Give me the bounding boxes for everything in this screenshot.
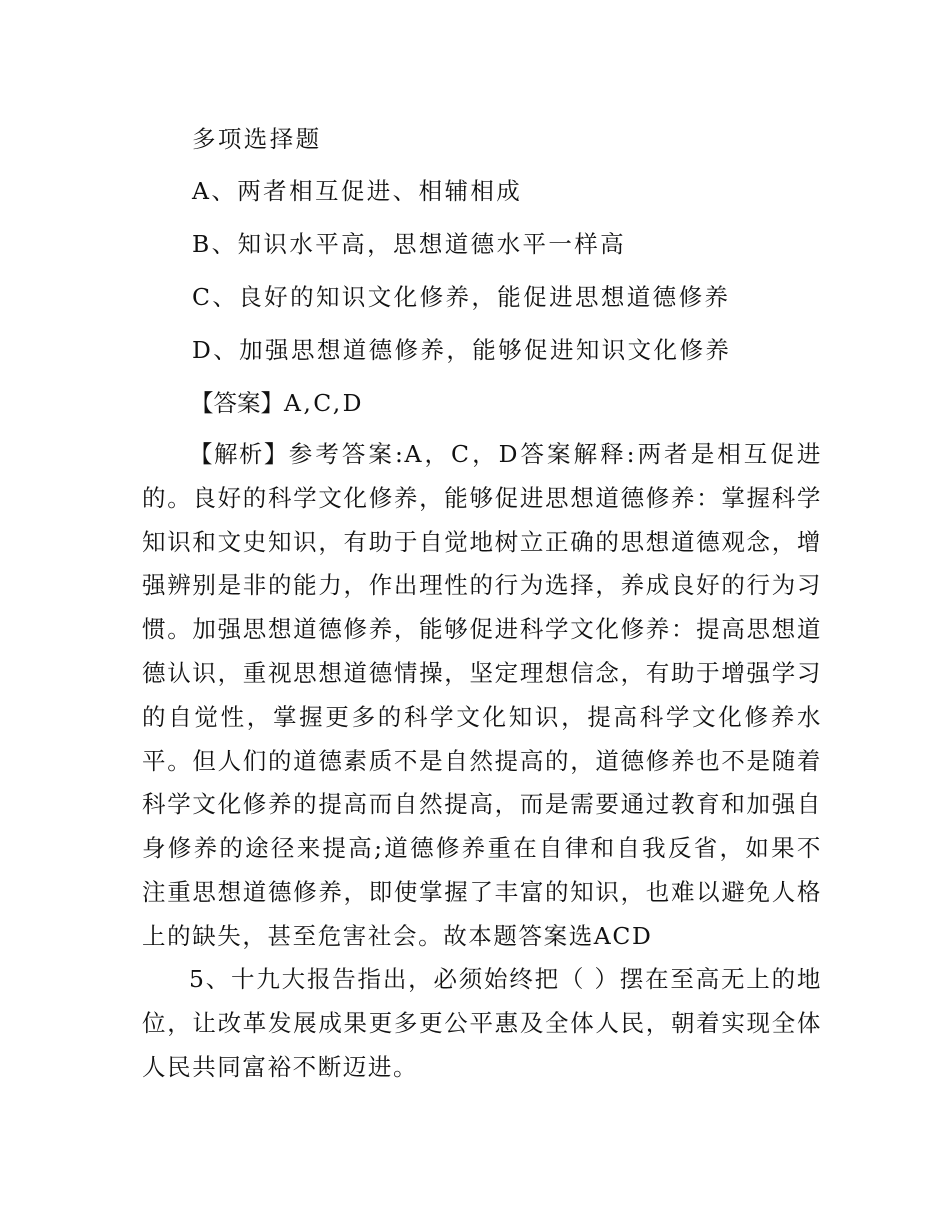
question-5-paragraph: 5、十九大报告指出，必须始终把（ ）摆在至高无上的地位，让改革发展成果更多更公平惠及全体人民，朝着实现全体人民共同富裕不断迈进。 [142,965,822,1081]
analysis-text: 参考答案:A，C，D答案解释:两者是相互促进的。良好的科学文化修养，能够促进思想道德修养：掌握科学知识和文史知识，有助于自觉地树立正确的思想道德观念，增强辨别是非的能力，作出理性的行为选择，养成良好的行为习惯。加强思想道德修养，能够促进科学文化修养：提高思想道德认识，重视思想道德情操，坚定理想信念，有助于增强学习的自觉性，掌握更多的科学文化知识，提高科学文化修养水平。但人们的道德素质不是自然提高的，道德修养也不是随着科学文化修养的提高而自然提高，而是需要通过教育和加强自身修养的途径来提高;道德修养重在自律和自我反省，如果不注重思想道德修养，即使掌握了丰富的知识，也难以避免人格上的缺失，甚至危害社会。故本题答案选ACD [142,440,823,950]
answer-label: 【答案】 [190,389,284,417]
answer-value: A,C,D [284,389,364,417]
option-c: C、良好的知识文化修养，能促进思想道德修养 [192,283,731,311]
question-type-heading: 多项选择题 [192,125,322,153]
option-a: A、两者相互促进、相辅相成 [192,177,523,205]
option-b: B、知识水平高，思想道德水平一样高 [192,230,627,258]
analysis-paragraph [142,433,822,959]
option-d: D、加强思想道德修养，能够促进知识文化修养 [192,336,732,364]
analysis-label: 【解析】 [189,440,289,468]
answer-line [190,388,364,418]
